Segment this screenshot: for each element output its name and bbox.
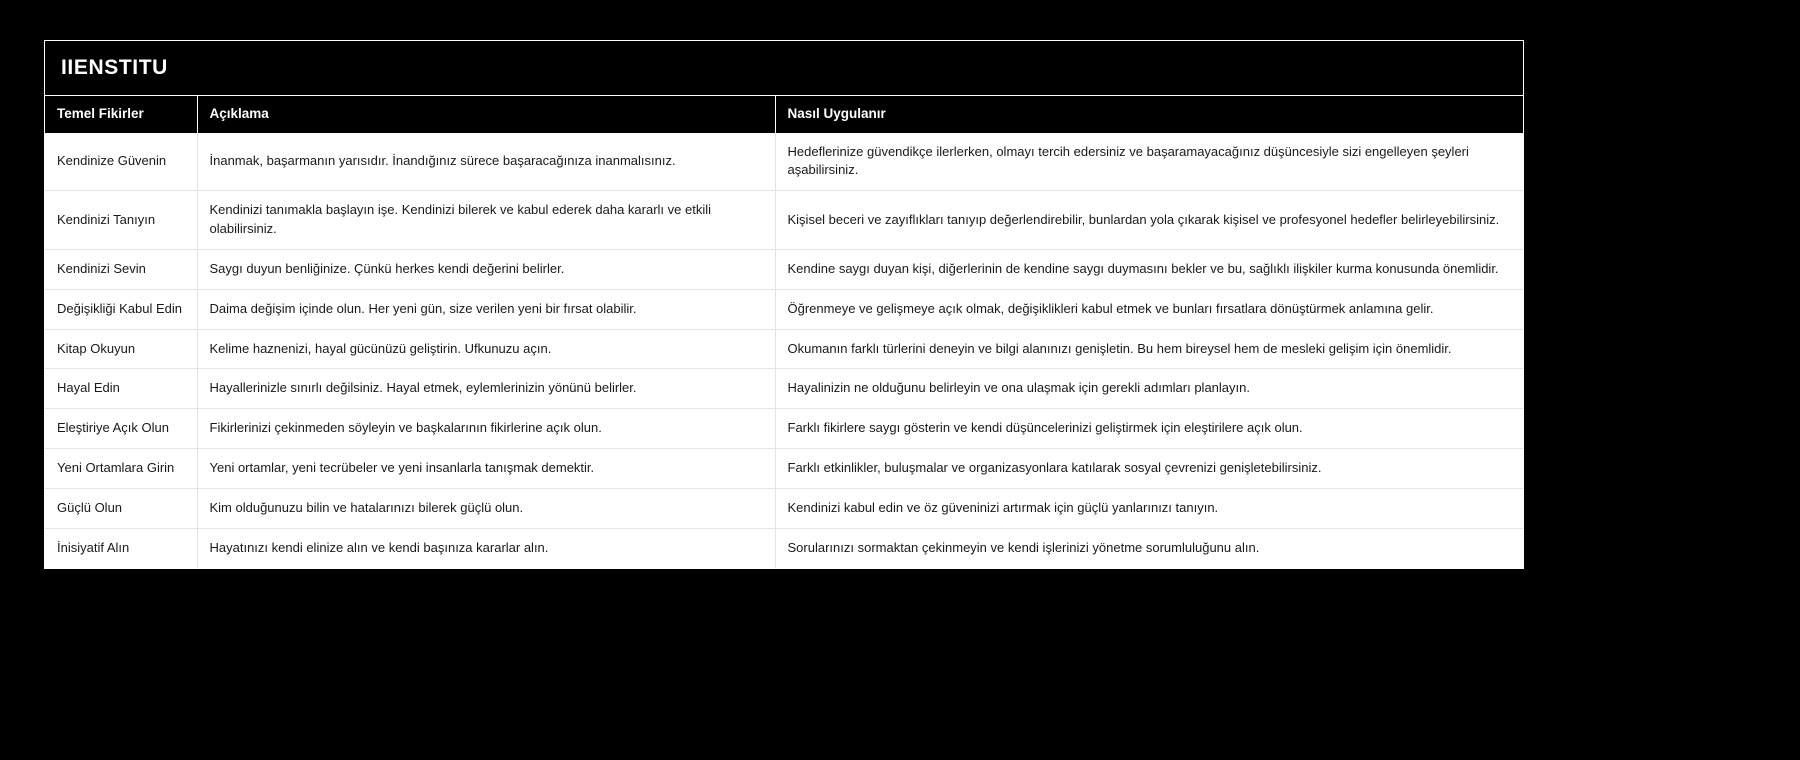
cell-idea: Hayal Edin [45, 369, 197, 409]
cell-application: Okumanın farklı türlerini deneyin ve bilgi alanınızı genişletin. Bu hem bireysel hem de mesleki gelişim için önemlidir. [775, 329, 1523, 369]
info-card [44, 40, 1524, 569]
column-header-aciklama: Açıklama [197, 96, 775, 133]
column-header-temel-fikirler: Temel Fikirler [45, 96, 197, 133]
table-row [45, 249, 1523, 289]
cell-description: İnanmak, başarmanın yarısıdır. İnandığınız sürece başaracağınıza inanmalısınız. [197, 133, 775, 191]
cell-idea: İnisiyatif Alın [45, 528, 197, 567]
cell-idea: Değişikliği Kabul Edin [45, 289, 197, 329]
cell-idea: Kitap Okuyun [45, 329, 197, 369]
cell-description: Kendinizi tanımakla başlayın işe. Kendinizi bilerek ve kabul ederek daha kararlı ve etkili olabilirsiniz. [197, 191, 775, 250]
cell-application: Farklı fikirlere saygı gösterin ve kendi düşüncelerinizi geliştirmek için eleştirilere açık olun. [775, 409, 1523, 449]
cell-idea: Kendinizi Sevin [45, 249, 197, 289]
cell-description: Kelime haznenizi, hayal gücünüzü geliştirin. Ufkunuzu açın. [197, 329, 775, 369]
cell-application: Kişisel beceri ve zayıflıkları tanıyıp değerlendirebilir, bunlardan yola çıkarak kişisel ve profesyonel hedefler belirleyebilirsiniz. [775, 191, 1523, 250]
cell-application: Hayalinizin ne olduğunu belirleyin ve ona ulaşmak için gerekli adımları planlayın. [775, 369, 1523, 409]
table-row [45, 329, 1523, 369]
cell-application: Öğrenmeye ve gelişmeye açık olmak, değişiklikleri kabul etmek ve bunları fırsatlara dönüştürmek anlamına gelir. [775, 289, 1523, 329]
cell-idea: Yeni Ortamlara Girin [45, 449, 197, 489]
cell-application: Sorularınızı sormaktan çekinmeyin ve kendi işlerinizi yönetme sorumluluğunu alın. [775, 528, 1523, 567]
cell-description: Fikirlerinizi çekinmeden söyleyin ve başkalarının fikirlerine açık olun. [197, 409, 775, 449]
table-header [45, 96, 1523, 133]
cell-application: Hedeflerinize güvendikçe ilerlerken, olmayı tercih edersiniz ve başaramayacağınız düşüncesiyle sizi engelleyen şeyleri aşabilirsiniz. [775, 133, 1523, 191]
cell-description: Hayallerinizle sınırlı değilsiniz. Hayal etmek, eylemlerinizin yönünü belirler. [197, 369, 775, 409]
cell-idea: Kendinize Güvenin [45, 133, 197, 191]
cell-application: Kendinizi kabul edin ve öz güveninizi artırmak için güçlü yanlarınızı tanıyın. [775, 488, 1523, 528]
cell-idea: Güçlü Olun [45, 488, 197, 528]
cell-application: Farklı etkinlikler, buluşmalar ve organizasyonlara katılarak sosyal çevrenizi genişletebilirsiniz. [775, 449, 1523, 489]
table-row [45, 449, 1523, 489]
table-row [45, 409, 1523, 449]
table-row [45, 191, 1523, 250]
table-header-row [45, 96, 1523, 133]
column-header-nasil-uygulanir: Nasıl Uygulanır [775, 96, 1523, 133]
cell-application: Kendine saygı duyan kişi, diğerlerinin de kendine saygı duymasını bekler ve bu, sağlıklı ilişkiler kurma konusunda önemlidir. [775, 249, 1523, 289]
cell-description: Kim olduğunuzu bilin ve hatalarınızı bilerek güçlü olun. [197, 488, 775, 528]
cell-description: Saygı duyun benliğinize. Çünkü herkes kendi değerini belirler. [197, 249, 775, 289]
cell-description: Daima değişim içinde olun. Her yeni gün, size verilen yeni bir fırsat olabilir. [197, 289, 775, 329]
cell-idea: Kendinizi Tanıyın [45, 191, 197, 250]
brand-title: IIENSTITU [61, 56, 168, 79]
cell-description: Hayatınızı kendi elinize alın ve kendi başınıza kararlar alın. [197, 528, 775, 567]
table-row [45, 488, 1523, 528]
table-row [45, 528, 1523, 567]
table-row [45, 133, 1523, 191]
table-row [45, 289, 1523, 329]
brand-header [45, 41, 1523, 96]
cell-description: Yeni ortamlar, yeni tecrübeler ve yeni insanlarla tanışmak demektir. [197, 449, 775, 489]
cell-idea: Eleştiriye Açık Olun [45, 409, 197, 449]
table-row [45, 369, 1523, 409]
key-ideas-table [45, 96, 1523, 568]
table-body [45, 133, 1523, 568]
